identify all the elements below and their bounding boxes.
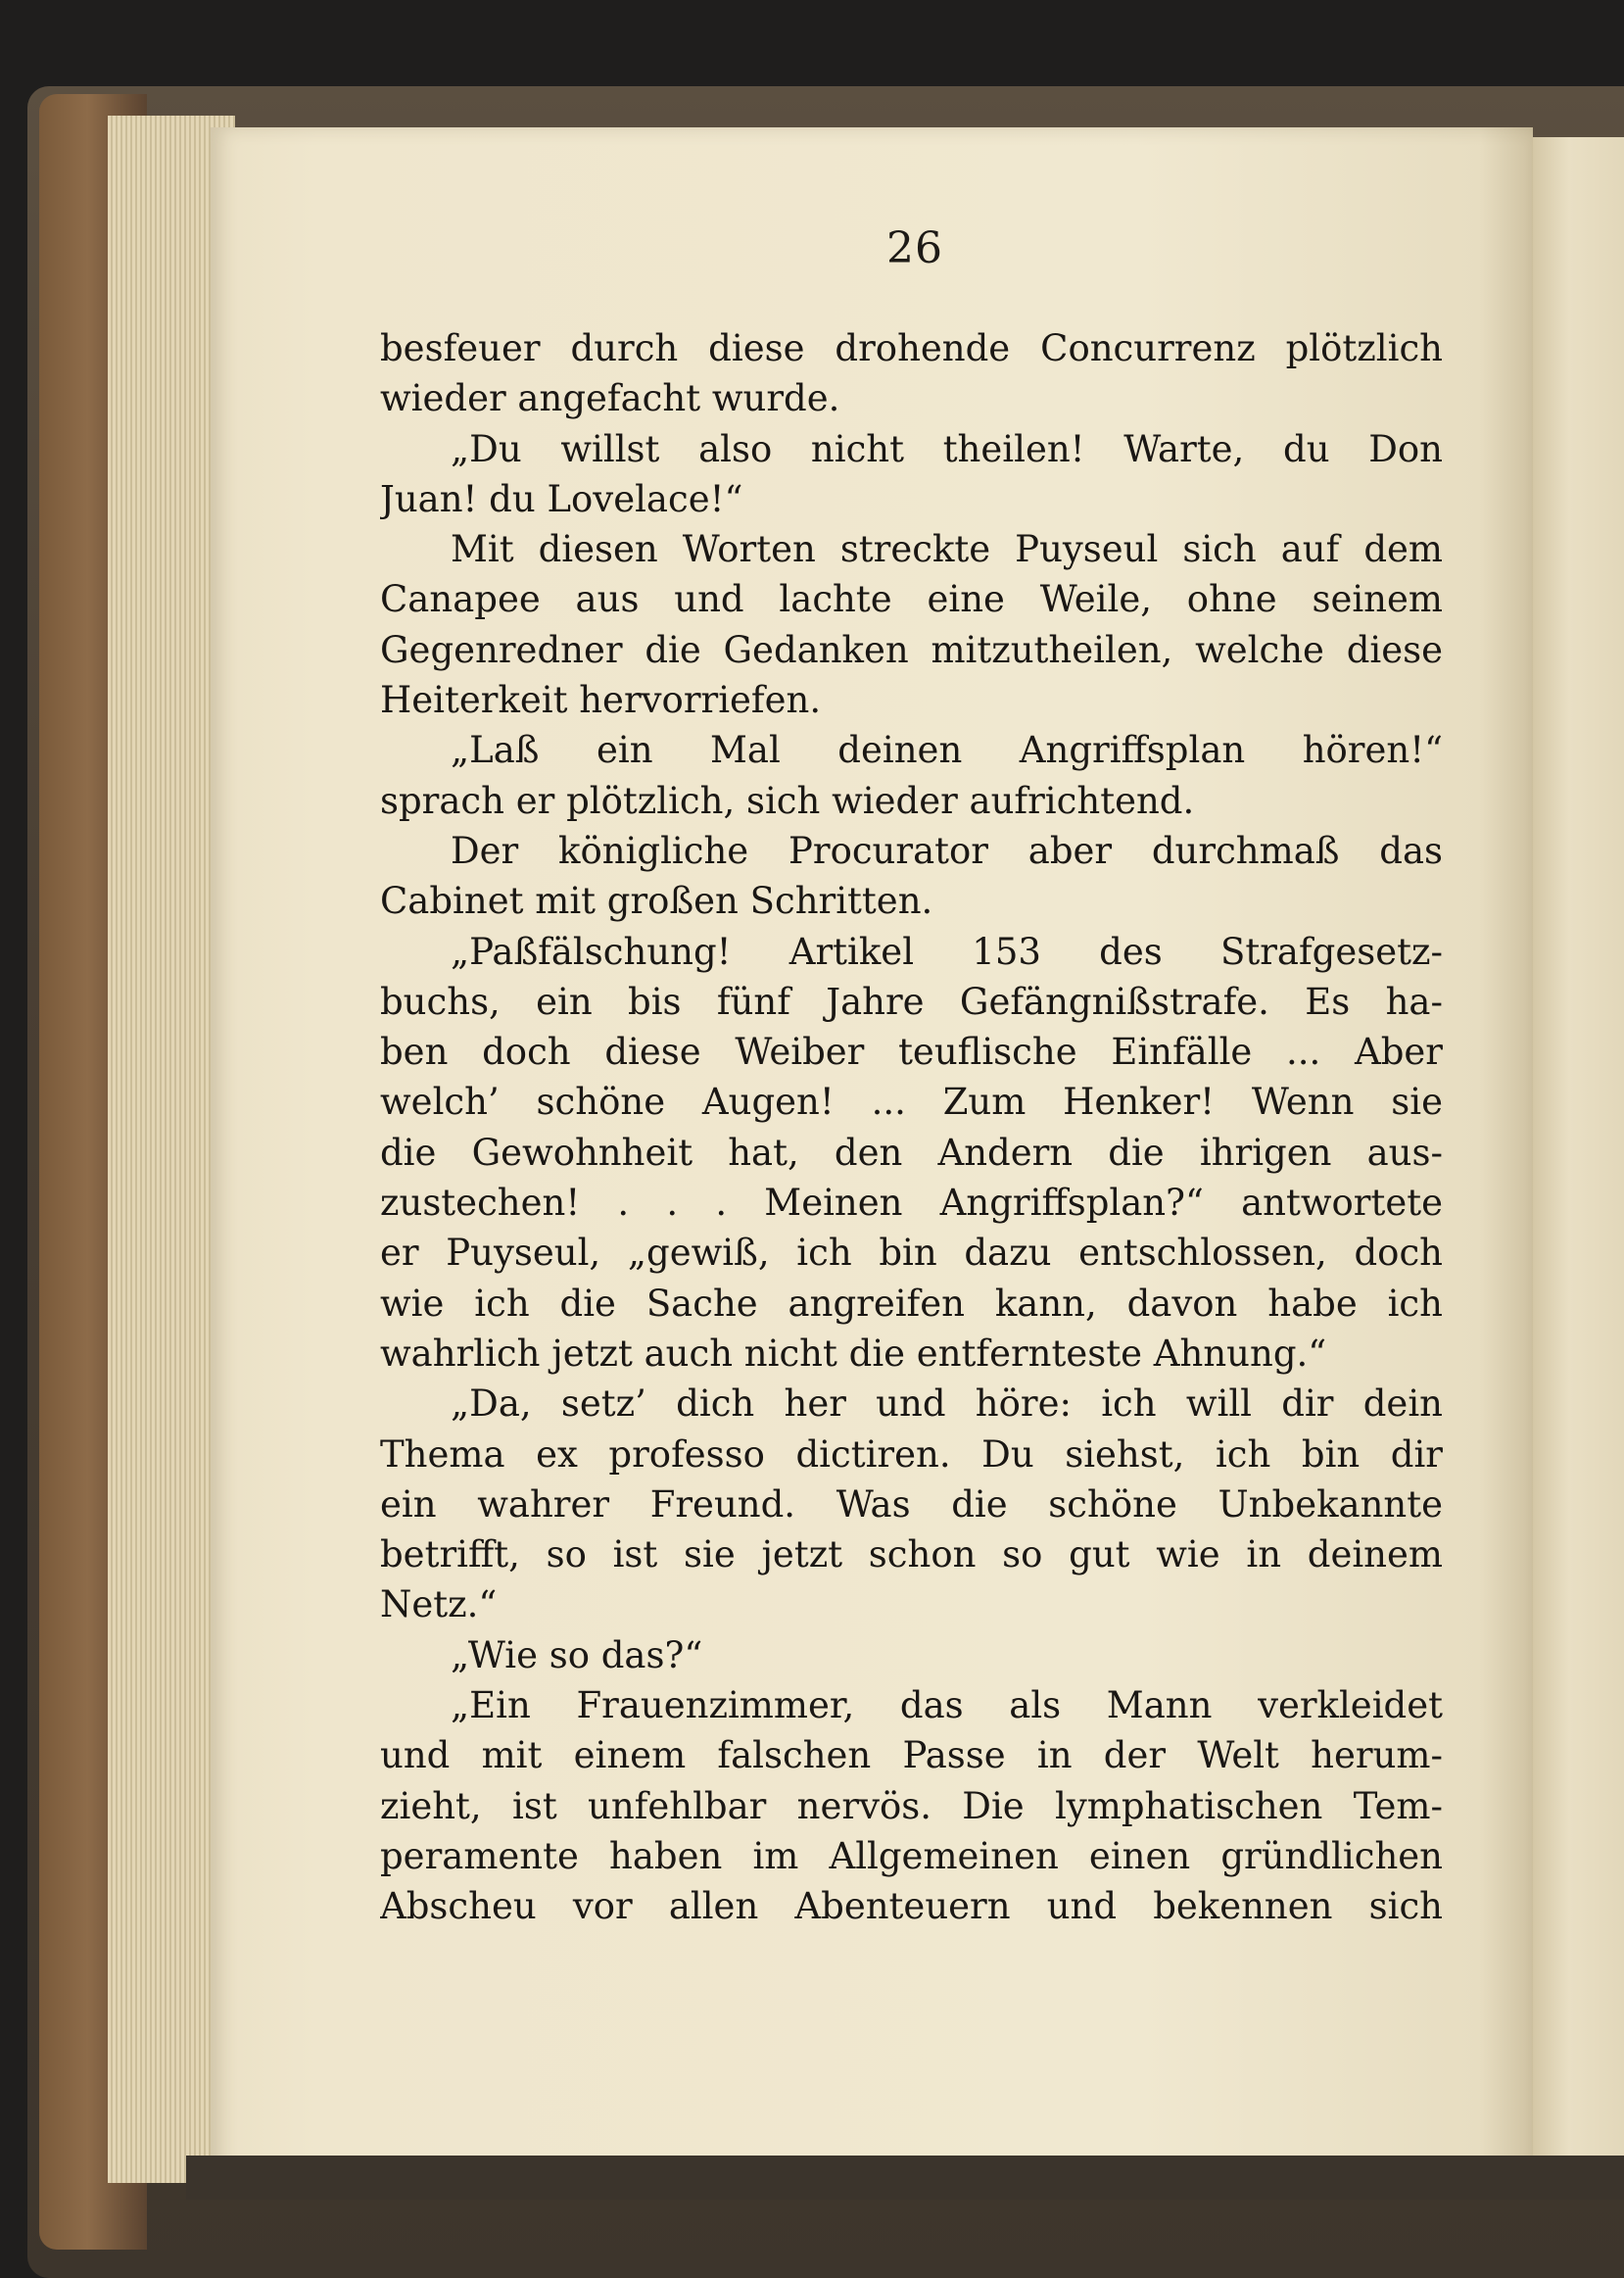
- text-line: Netz.“: [380, 1583, 498, 1626]
- text-line: und mit einem falschen Passe in der Welt herum-: [380, 1734, 1443, 1777]
- text-line: Thema ex professo dictiren. Du siehst, ich bin dir: [380, 1432, 1443, 1476]
- text-line: ben doch diese Weiber teuflische Einfälle ... Aber: [380, 1031, 1443, 1074]
- text-line: er Puyseul, „gewiß, ich bin dazu entschlossen, doch: [380, 1232, 1443, 1275]
- text-line: „Paßfälschung! Artikel 153 des Strafgesetz-: [451, 930, 1443, 973]
- text-line: betrifft, so ist sie jetzt schon so gut wie in deinem: [380, 1533, 1443, 1576]
- text-line: peramente haben im Allgemeinen einen gründlichen: [380, 1834, 1443, 1877]
- text-line: „Da, setz’ dich her und höre: ich will dir dein: [451, 1382, 1443, 1426]
- text-line: die Gewohnheit hat, den Andern die ihrigen aus-: [380, 1131, 1443, 1174]
- text-line: Canapee aus und lachte eine Weile, ohne seinem: [380, 578, 1443, 621]
- text-line: „Ein Frauenzimmer, das als Mann verkleidet: [451, 1684, 1443, 1727]
- cover-bottom-band: [186, 2156, 1624, 2200]
- text-line: Gegenredner die Gedanken mitzutheilen, welche diese: [380, 628, 1443, 671]
- text-line: Der königliche Procurator aber durchmaß das: [451, 829, 1443, 872]
- page-text: [380, 323, 1443, 1932]
- text-line: „Du willst also nicht theilen! Warte, du Don: [451, 427, 1443, 470]
- text-line: zieht, ist unfehlbar nervös. Die lymphatischen Tem-: [380, 1784, 1443, 1827]
- text-line: Abscheu vor allen Abenteuern und bekennen sich: [380, 1885, 1443, 1928]
- text-line: ein wahrer Freund. Was die schöne Unbekannte: [380, 1482, 1443, 1526]
- text-line: wahrlich jetzt auch nicht die entfernteste Ahnung.“: [380, 1332, 1327, 1375]
- text-line: welch’ schöne Augen! ... Zum Henker! Wenn sie: [380, 1081, 1443, 1124]
- text-line: Heiterkeit hervorriefen.: [380, 679, 822, 722]
- text-line: Cabinet mit großen Schritten.: [380, 880, 933, 923]
- text-line: wie ich die Sache angreifen kann, davon habe ich: [380, 1282, 1443, 1325]
- page-number: 26: [886, 223, 943, 273]
- text-line: zustechen! . . . Meinen Angriffsplan?“ antwortete: [380, 1182, 1443, 1225]
- text-line: besfeuer durch diese drohende Concurrenz plötzlich: [380, 327, 1443, 369]
- text-line: buchs, ein bis fünf Jahre Gefängnißstrafe. Es ha-: [380, 980, 1443, 1023]
- text-line: sprach er plötzlich, sich wieder aufrichtend.: [380, 779, 1195, 822]
- facing-page-edge: [1533, 137, 1624, 2175]
- text-line: wieder angefacht wurde.: [380, 377, 840, 420]
- text-line: „Laß ein Mal deinen Angriffsplan hören!“: [451, 729, 1443, 772]
- text-line: „Wie so das?“: [451, 1633, 703, 1676]
- text-line: Mit diesen Worten streckte Puyseul sich auf dem: [451, 528, 1443, 571]
- text-line: Juan! du Lovelace!“: [380, 477, 743, 520]
